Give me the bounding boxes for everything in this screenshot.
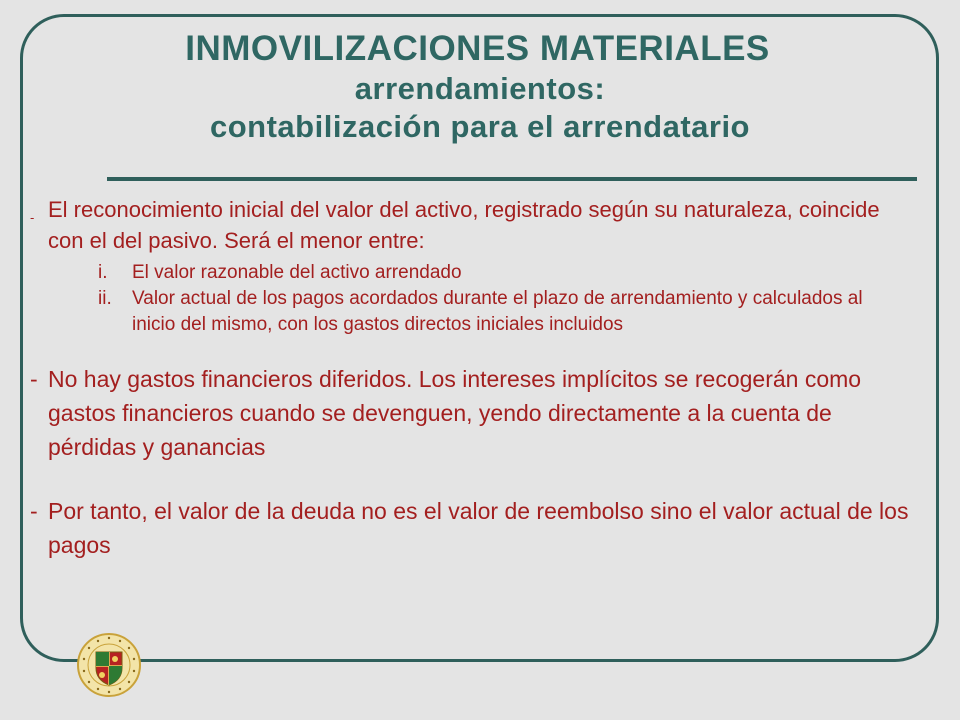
bullet-text: Por tanto, el valor de la deuda no es el valor de reembolso sino el valor actual de los pagos	[48, 498, 909, 558]
bullet-item	[30, 194, 910, 338]
sublist-item	[98, 286, 910, 338]
bullet-marker: -	[30, 498, 38, 524]
bullet-marker: -	[30, 210, 35, 225]
title-line-3: contabilización para el arrendatario	[210, 109, 750, 144]
sublist-marker: i.	[98, 262, 108, 283]
sublist-text: El valor razonable del activo arrendado	[132, 262, 462, 283]
title-line-1: INMOVILIZACIONES MATERIALES	[185, 29, 770, 68]
slide-content	[30, 194, 910, 562]
bullet-text: No hay gastos financieros diferidos. Los intereses implícitos se recogerán como gastos financieros cuando se devenguen, yendo directamente a la cuenta de pérdidas y ganancias	[48, 366, 862, 460]
bullet-text: El reconocimiento inicial del valor del activo, registrado según su naturaleza, coincide con el del pasivo. Será el menor entre:	[48, 197, 880, 253]
sublist-item	[98, 260, 910, 286]
title-divider	[107, 177, 917, 181]
title-line-2: arrendamientos:	[354, 71, 606, 106]
bullet-item	[30, 494, 910, 562]
sublist-marker: ii.	[98, 288, 112, 309]
sublist-text: Valor actual de los pagos acordados durante el plazo de arrendamiento y calculados al inicio del mismo, con los gastos directos iniciales incluidos	[132, 288, 863, 335]
university-seal-icon	[76, 632, 142, 698]
sublist	[98, 260, 910, 338]
bullet-item	[30, 362, 910, 464]
bullet-marker: -	[30, 366, 38, 392]
slide-title	[0, 28, 960, 146]
